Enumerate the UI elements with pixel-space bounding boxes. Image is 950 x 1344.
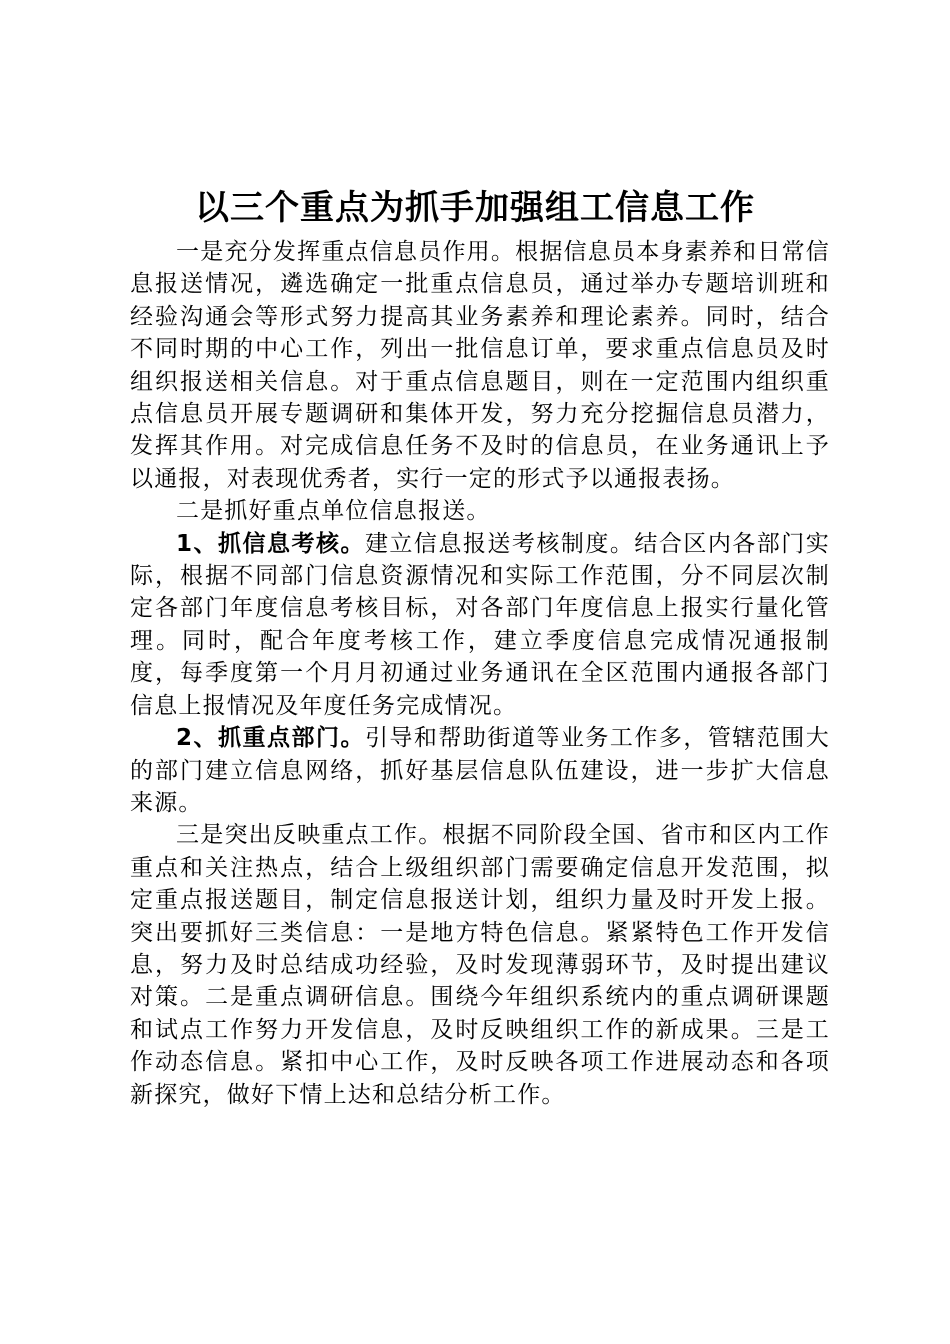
paragraph-key-informants: [130, 236, 830, 495]
document-title: 以三个重点为抓手加强组工信息工作: [195, 188, 755, 228]
paragraph-key-units: [130, 495, 830, 527]
document-body: [130, 236, 830, 1111]
paragraph-text: 引导和帮助街道等业务工作多，管辖范围大的部门建立信息网络，抓好基层信息队伍建设，进一步扩大信息来源。: [130, 725, 830, 816]
paragraph-key-departments: [130, 722, 830, 819]
paragraph-lead-heading: 1、抓信息考核。: [176, 530, 365, 557]
paragraph-text: 一是充分发挥重点信息员作用。根据信息员本身素养和日常信息报送情况，遴选确定一批重点信息员，通过举办专题培训班和经验沟通会等形式努力提高其业务素养和理论素养。同时，结合不同时期的中心工作，列出一批信息订单，要求重点信息员及时组织报送相关信息。对于重点信息题目，则在一定范围内组织重点信息员开展专题调研和集体开发，努力充分挖掘信息员潜力，发挥其作用。对完成信息任务不及时的信息员，在业务通讯上予以通报，对表现优秀者，实行一定的形式予以通报表扬。: [130, 239, 830, 492]
paragraph-info-assessment: [130, 528, 830, 722]
paragraph-text: 建立信息报送考核制度。结合区内各部门实际，根据不同部门信息资源情况和实际工作范围，分不同层次制定各部门年度信息考核目标，对各部门年度信息上报实行量化管理。同时，配合年度考核工作，建立季度信息完成情况通报制度，每季度第一个月月初通过业务通讯在全区范围内通报各部门信息上报情况及年度任务完成情况。: [130, 530, 830, 719]
paragraph-key-work: [130, 819, 830, 1111]
paragraph-text: 二是抓好重点单位信息报送。: [176, 498, 491, 525]
paragraph-lead-heading: 2、抓重点部门。: [176, 725, 365, 752]
paragraph-text: 三是突出反映重点工作。根据不同阶段全国、省市和区内工作重点和关注热点，结合上级组织部门需要确定信息开发范围，拟定重点报送题目，制定信息报送计划，组织力量及时开发上报。突出要抓好三类信息：一是地方特色信息。紧紧特色工作开发信息，努力及时总结成功经验，及时发现薄弱环节，及时提出建议对策。二是重点调研信息。围绕今年组织系统内的重点调研课题和试点工作努力开发信息，及时反映组织工作的新成果。三是工作动态信息。紧扣中心工作，及时反映各项工作进展动态和各项新探究，做好下情上达和总结分析工作。: [130, 822, 830, 1108]
